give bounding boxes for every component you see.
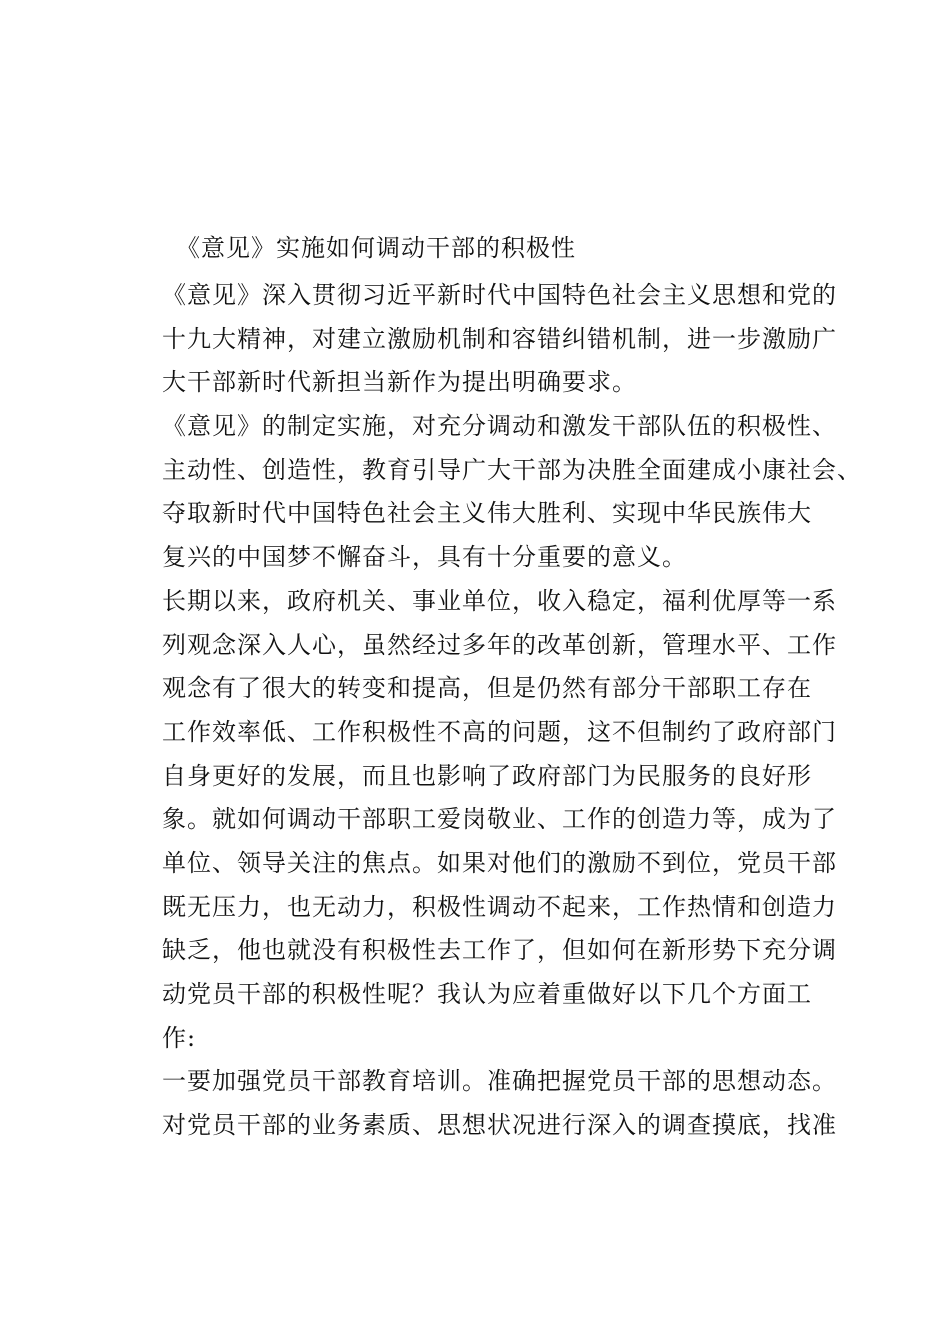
- document-body: [162, 274, 862, 1148]
- body-line: 工作效率低、工作积极性不高的问题，这不但制约了政府部门: [162, 717, 837, 746]
- body-line: 《意见》深入贯彻习近平新时代中国特色社会主义思想和党的: [162, 281, 837, 309]
- body-line: 夺取新时代中国特色社会主义伟大胜利、实现中华民族伟大: [162, 499, 812, 528]
- body-line: 十九大精神，对建立激励机制和容错纠错机制，进一步激励广: [162, 324, 837, 353]
- body-line: 单位、领导关注的焦点。如果对他们的激励不到位，党员干部: [162, 848, 837, 877]
- body-line: 象。就如何调动干部职工爱岗敬业、工作的创造力等，成为了: [162, 805, 837, 834]
- body-line: 缺乏，他也就没有积极性去工作了，但如何在新形势下充分调: [162, 936, 837, 965]
- document-title: 《意见》实施如何调动干部的积极性: [176, 234, 576, 262]
- body-line: 列观念深入人心，虽然经过多年的改革创新，管理水平、工作: [162, 630, 837, 659]
- body-line: 一要加强党员干部教育培训。准确把握党员干部的思想动态。: [162, 1067, 837, 1096]
- body-line: 长期以来，政府机关、事业单位，收入稳定，福利优厚等一系: [162, 586, 837, 615]
- body-line: 复兴的中国梦不懈奋斗，具有十分重要的意义。: [162, 543, 687, 572]
- body-line: 主动性、创造性，教育引导广大干部为决胜全面建成小康社会、: [162, 455, 862, 484]
- body-line: 既无压力，也无动力，积极性调动不起来，工作热情和创造力: [162, 892, 837, 921]
- body-line: 《意见》的制定实施，对充分调动和激发干部队伍的积极性、: [162, 412, 837, 441]
- body-line: 动党员干部的积极性呢？我认为应着重做好以下几个方面工: [162, 980, 812, 1008]
- body-line: 作:: [162, 1023, 197, 1052]
- body-line: 观念有了很大的转变和提高，但是仍然有部分干部职工存在: [162, 674, 812, 703]
- body-line: 大干部新时代新担当新作为提出明确要求。: [162, 368, 637, 397]
- body-line: 对党员干部的业务素质、思想状况进行深入的调查摸底，找准: [162, 1111, 837, 1140]
- body-line: 自身更好的发展，而且也影响了政府部门为民服务的良好形: [162, 761, 812, 790]
